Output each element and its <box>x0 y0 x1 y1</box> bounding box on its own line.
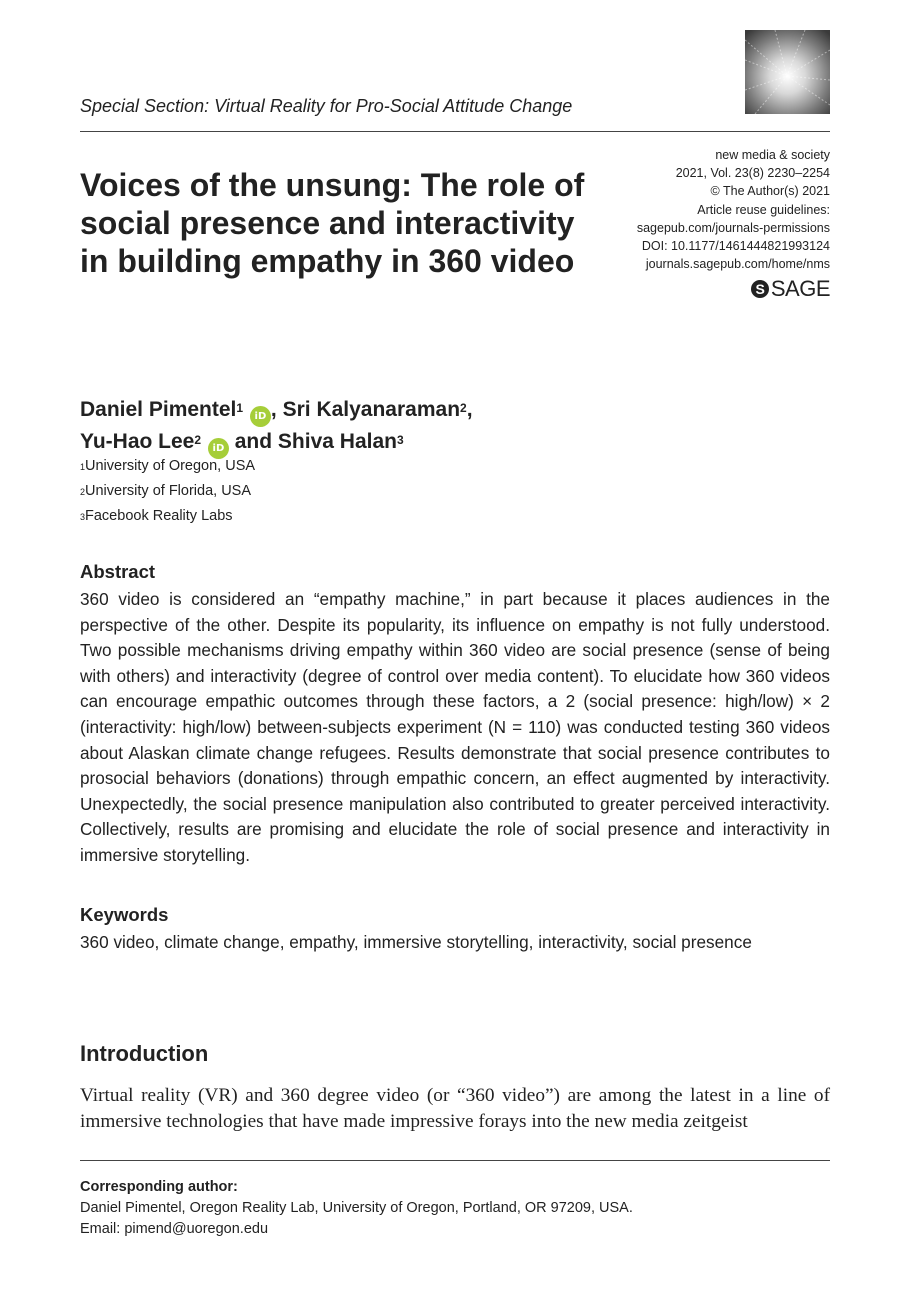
author-name: Daniel Pimentel <box>80 398 237 421</box>
author-affiliation-mark: 2 <box>460 401 467 415</box>
sage-logo <box>751 276 830 302</box>
orcid-icon[interactable]: iD <box>208 438 229 459</box>
header-divider <box>80 131 830 132</box>
keywords-heading: Keywords <box>80 904 169 925</box>
journal-homepage-link[interactable]: journals.sagepub.com/home/nms <box>645 257 830 272</box>
introduction-text: Virtual reality (VR) and 360 degree video (or “360 video”) are among the latest in a line of immersive technologies that have made impressive forays into the new media zeitgeist <box>80 1085 830 1132</box>
author-name: Sri Kalyanaraman <box>282 398 461 421</box>
affiliation: $^1$University of Oregon, USA <box>80 458 256 474</box>
journal-cover-image <box>745 30 830 114</box>
journal-copyright: © The Author(s) 2021 <box>710 184 830 199</box>
introduction-heading: Introduction <box>80 1041 209 1066</box>
author-name: Shiva Halan <box>277 430 397 453</box>
publisher-name: SAGE <box>770 276 830 301</box>
sage-seal-icon: S <box>751 280 769 298</box>
corresponding-author <box>80 1177 633 1240</box>
journal-volume: 2021, Vol. 23(8) 2230–2254 <box>675 166 830 181</box>
affiliation: $^2$University of Florida, USA <box>80 483 252 499</box>
affiliation: $^3$Facebook Reality Labs <box>80 508 233 524</box>
reuse-label: Article reuse guidelines: <box>697 202 830 217</box>
corresponding-label: Corresponding author: <box>80 1179 238 1195</box>
footnote-divider <box>80 1160 830 1161</box>
author-affiliation-mark: 3 <box>396 433 404 447</box>
author-list <box>80 395 700 459</box>
doi-link[interactable]: DOI: 10.1177/1461444821993124 <box>641 239 830 254</box>
author-affiliation-mark: 1 <box>236 401 244 415</box>
section-title: Special Section: Virtual Reality for Pro-Social Attitude Change <box>80 96 573 116</box>
keywords-text: 360 video, climate change, empathy, immersive storytelling, interactivity, social presence <box>80 932 752 952</box>
corresponding-email[interactable]: Email: pimend@uoregon.edu <box>80 1221 269 1237</box>
author-separator: and <box>228 430 278 453</box>
author-name: Yu-Hao Lee <box>80 430 195 453</box>
reuse-link[interactable]: sagepub.com/journals-permissions <box>636 220 830 235</box>
orcid-icon[interactable]: iD <box>250 406 271 427</box>
abstract-heading: Abstract <box>80 561 156 582</box>
author-affiliation-mark: 2 <box>194 433 202 447</box>
journal-info <box>637 146 830 273</box>
author-separator: , <box>466 398 473 421</box>
journal-name: new media & society <box>715 148 830 162</box>
corresponding-address: Daniel Pimentel, Oregon Reality Lab, University of Oregon, Portland, OR 97209, USA. <box>80 1200 633 1216</box>
affiliation-list <box>80 454 255 529</box>
abstract-text: 360 video is considered an “empathy machine,” in part because it places audiences in the perspective of the other. Despite its popularity, its influence on empathy is not fully understood. Two possible mechanisms driving empathy within 360 video are social presence (sense of being with others) and interactivity (degree of control over media content). To elucidate how 360 videos can encourage empathic outcomes through these factors, a 2 (social presence: high/low) × 2 (interactivity: high/low) between-subjects experiment (N = 110) was conducted testing 360 videos about Alaskan climate change refugees. Results demonstrate that social presence contributes to prosocial behaviors (donations) through empathic concern, an effect augmented by interactivity. Unexpectedly, the social presence manipulation also contributed to greater perceived interactivity. Collectively, results are promising and elucidate the role of social presence and interactivity in immersive storytelling. <box>80 589 830 865</box>
paper-title: Voices of the unsung: The role of social presence and interactivity in building empathy in 360 video <box>80 167 585 279</box>
author-separator: , <box>270 398 283 421</box>
